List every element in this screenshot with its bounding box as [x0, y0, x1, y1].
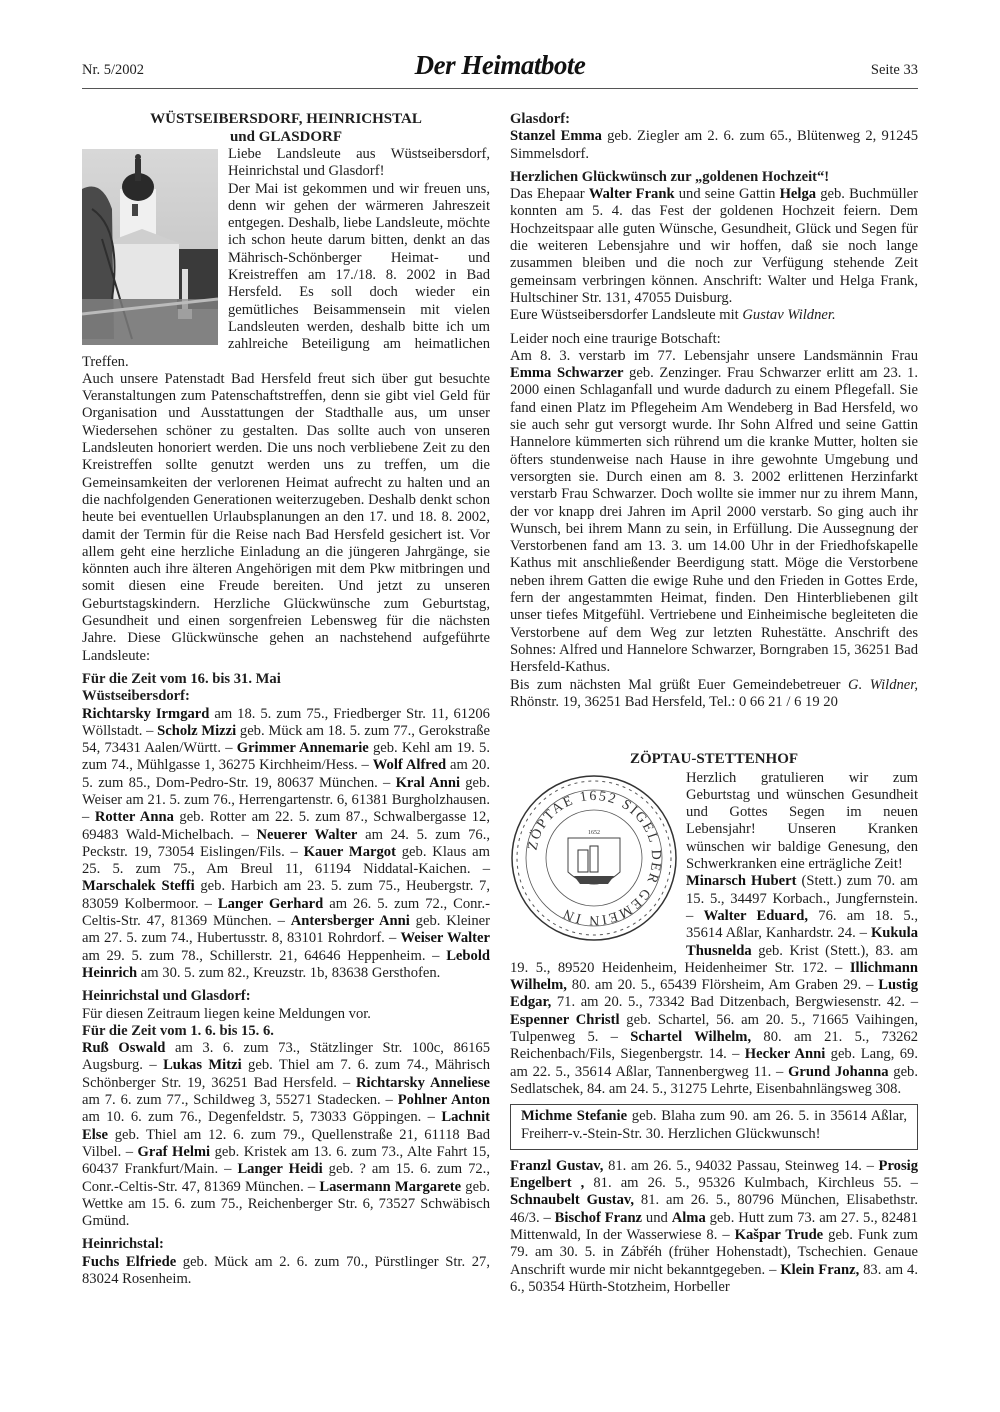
section-heading: [82, 688, 490, 705]
text-run: Leider noch eine traurige Botschaft:: [510, 330, 721, 347]
person-name: Weiser Walter: [400, 930, 490, 947]
text-run: 80. am 20. 5., 65439 Flörsheim, Am Graben 29. –: [566, 977, 879, 994]
text-run: am 18. 5. zum 75., Friedberger Str. 11, 61206 Wöllstadt. –: [82, 705, 490, 739]
paragraph: [510, 307, 918, 324]
text-run: und: [642, 1209, 672, 1226]
town-seal-image: [510, 772, 678, 944]
left-column: [82, 111, 490, 1288]
person-name: Kauer Margot: [303, 843, 396, 860]
text-run: 81. am 26. 5., 94032 Passau, Steinweg 14. –: [603, 1157, 879, 1174]
text-run: geb. Thiel am 7. 6. zum 74., Mährisch Schönberger Str. 19, 36251 Bad Hersfeld. –: [82, 1057, 491, 1091]
paragraph: [82, 1040, 490, 1230]
person-name: Klein Franz,: [780, 1261, 860, 1278]
text-run: geb. Thiel am 12. 6. zum 79., Quellenstraße 21, 61118 Bad Vilbel. –: [82, 1126, 490, 1160]
text-run: am 29. 5. zum 78., Schillerstr. 21, 64646 Heppenheim. –: [82, 947, 447, 964]
section-heading: [82, 988, 490, 1005]
text-run: geb. Mück am 18. 5. zum 77., Gerokstraße 54, 73431 Aalen/Württ. –: [82, 722, 490, 757]
text-run: Liebe Landsleute aus Wüstseibersdorf, Heinrichstal und Glasdorf!: [228, 146, 490, 180]
text-run: geb. Lang, 69. am 22. 5., 35614 Aßlar, Tannenbergweg 11. –: [510, 1046, 918, 1080]
person-name: Neuerer Walter: [256, 826, 358, 843]
text-run: am 30. 5. zum 82., Kreuzstr. 1b, 83638 Gersthofen.: [137, 964, 441, 981]
seal-year: 1652: [588, 829, 600, 836]
text-run: 83. am 4. 6., 50354 Hürth-Stotzheim, Horbeller: [510, 1261, 918, 1295]
text-run: Wüstseibersdorf:: [82, 688, 190, 705]
section-title-zoeptau: ZÖPTAU-STETTENHOF: [629, 751, 799, 768]
text-run: Bis zum nächsten Mal grüßt Euer Gemeindebetreuer: [510, 676, 849, 693]
text-run: geb. Wettke am 15. 6. zum 75., Reichenberger Str. 6, 73527 Schwäbisch Gmünd.: [82, 1178, 491, 1230]
person-name: Kašpar Trude: [734, 1227, 824, 1244]
paragraph: [510, 348, 918, 677]
text-run: Für diesen Zeitraum liegen keine Meldungen vor.: [82, 1005, 371, 1022]
paragraph: [82, 371, 490, 665]
page-number: Seite 33: [870, 62, 918, 78]
text-run: Heinrichstal:: [82, 1236, 164, 1253]
person-name: Prosig Engelbert ,: [510, 1157, 918, 1192]
text-run: 80. am 21. 5., 73262 Reichenbach/Fils, Siegenbergstr. 14. –: [510, 1029, 919, 1063]
text-run: geb. Kehl am 19. 5. zum 74., Mühlgasse 1, 36275 Kirchheim/Hess. –: [82, 740, 490, 774]
person-name: Stanzel Emma: [510, 128, 602, 145]
text-run: 71. am 20. 5., 73342 Bad Ditzenbach, Bergwiesenstr. 42. –: [551, 994, 918, 1011]
paragraph: [510, 128, 918, 163]
person-name: Antersberger Anni: [290, 913, 410, 930]
text-run: am 24. 5. zum 76., Peckstr. 19, 73054 Eislingen/Fils. –: [82, 826, 490, 860]
text-run: 81. am 26. 5., 95326 Kulmbach, Kirchleus 55. –: [584, 1175, 918, 1192]
text-run: geb. Klaus am 25. 5. zum 75., Am Breul 11, 61194 Niddatal-Kaichen. –: [82, 843, 490, 878]
person-name: Wolf Alfred: [372, 757, 447, 774]
section-heading: [82, 1023, 490, 1040]
church-photo: [82, 149, 218, 345]
person-name: Rotter Anna: [94, 809, 174, 826]
text-run: geb. Funk zum 79. am 30. 5. in Zábřéh (früher Hohenstadt), Tschechien. Genaue Anschrift wurde mir nicht bekanntgegeben. –: [510, 1227, 918, 1278]
person-name: Langer Heidi: [237, 1161, 323, 1178]
person-name: Minarsch Hubert: [686, 873, 797, 890]
text-run: Der Mai ist gekommen und wir freuen uns, denn wir gehen der wärmeren Jahreszeit entgegen. Deshalb, liebe Landsleute, möchte ich schon heute darum bitten, denkt an das Mährisch-Schönberger Heimat- und Kreistreffen am 17./18. 8. 2002 in Bad Hersfeld. Es soll doch wieder ein gemütliches Beisammensein mit vielen Landsleuten werden, deshalb bitte ich um zahlreiche Beteiligung am heimatlichen Treffen.: [82, 180, 490, 370]
right-column: [510, 111, 918, 1296]
text-run: 76. am 18. 5., 35614 Aßlar, Kanhardstr. 24. –: [686, 907, 918, 942]
person-name: Helga: [779, 186, 817, 203]
glasdorf-section: [510, 111, 918, 711]
paragraph: [82, 1006, 490, 1023]
person-name: Schnaubelt Gustav,: [510, 1192, 635, 1209]
person-name: Grund Johanna: [788, 1063, 889, 1080]
paragraph: [510, 331, 918, 348]
person-name: Lukas Mitzi: [163, 1057, 242, 1074]
person-name: Alma: [671, 1209, 706, 1226]
zoeptau-section: [510, 770, 918, 1099]
person-name: Espenner Christl: [510, 1011, 620, 1028]
highlight-box: [510, 1104, 918, 1150]
text-run: Herzlich gratulieren wir zum Geburtstag und wünschen Gesundheit und Gottes Segen im neuen Lebensjahr! Unseren Kranken wünschen wir baldige Genesung, den Schwerkranken eine erträgliche Zeit!: [686, 769, 918, 873]
text-run: geb. Kleiner am 27. 5. zum 74., Hubertusstr. 8, 83101 Rohrdorf. –: [82, 913, 490, 947]
paragraph: [510, 677, 918, 712]
person-name: Illichmann Wilhelm,: [510, 959, 918, 994]
person-name: Richtarsky Irmgard: [82, 705, 210, 722]
text-run: geb. Zenzinger. Frau Schwarzer erlitt am 23. 1. 2000 einen Schlaganfall und wurde dadurch zu einem Pflegefall. Sie fand einen Platz im Pflegeheim Am Wendeberg in Bad Hersfeld, wo sie auch sehr gut versorgt wurde. Ihr Sohn Alfred und seine Gattin Hannelore kümmerten sich rührend um die kranke Mutter, holten sie öfters stundenweise nach Hause in ihre gewohnte Umgebung und versorgten sie. Durch einen am 8. 3. 2002 erlittenen Herzinfarkt verstarb Frau Schwarzer. Doch wollte sie immer nur zu ihrem Mann, der vor knapp drei Jahren im April 2000 verstarb. So ging auch ihr Wunsch, bei ihrem Mann zu sein, in Erfüllung. Die Aussegnung der Verstorbenen fand am 13. 3. um 14.00 Uhr in der Friedhofskapelle Kathus mit anschließender Beerdigung statt. Möge die Verstorbene neben ihrem Gatten die ewige Ruhe und den Frieden in Gottes Erde, fern der angestammten Heimat, finden. Den Hinterbliebenen gilt unser tiefes Mitgefühl. Vertriebene und Einheimische begleiteten die Verstorbene auf dem Weg zur letzten Ruhestätte. Anschrift des Sohnes: Alfred und Hannelore Schwarzer, Borngraben 15, 36251 Bad Hersfeld-Kathus.: [510, 365, 918, 676]
birthday-list-continued: [510, 1158, 918, 1296]
person-name: Michme Stefanie: [521, 1108, 628, 1125]
text-run: Glasdorf:: [510, 111, 570, 127]
signature-name: Gustav Wildner.: [742, 307, 836, 324]
text-run: geb. Hutt zum 73. am 27. 5., 82481 Mittenwald, In der Wasserwiese 8. –: [510, 1209, 919, 1244]
paragraph: [521, 1108, 907, 1143]
person-name: Emma Schwarzer: [510, 365, 624, 382]
text-run: geb. Krist (Stett.), 83. am 19. 5., 89520 Heidenheim, Heidenheimer Str. 172. –: [510, 942, 918, 976]
person-name: Graf Helmi: [137, 1143, 211, 1160]
person-name: Hecker Anni: [744, 1046, 826, 1063]
text-run: geb. Mück am 2. 6. zum 70., Pürstlinger Str. 27, 83024 Rosenheim.: [82, 1253, 490, 1287]
section-heading: [510, 169, 918, 186]
text-run: Herzlichen Glückwünsch zur „goldenen Hochzeit“!: [510, 168, 830, 185]
text-run: Auch unsere Patenstadt Bad Hersfeld freut sich über gut besuchte Veranstaltungen zum Patenschaftstreffen, denn sie gibt viel Geld für Organisation und Ausstattungen der Stadthalle aus, um unser Wiedersehen schöner zu gestalten. Das sollte auch von unseren Landsleuten honoriert werden. Die uns noch verbliebene Zeit zu den Kreistreffen sollte genutzt werden uns zu treffen, um die Gemeinsamkeiten der verlorenen Heimat aufrecht zu halten und an die nachfolgenden Generationen weiterzugeben. Deshalb denkt schon heute bei eventuellen Urlaubsplanungen an den 17. und 18. 8. 2002, damit der Termin für die Reise nach Bad Hersfeld gesichert ist. Vor allem geht eine herzliche Einladung an die jüngeren Jahrgänge, sie könnten auch ihre älteren Angehörigen mit dem Pkw mitbringen und somit diesen eine Freude bereiten. Und jetzt zu unseren Geburtstagskindern. Herzliche Glückwünsche zum Geburtstag, Gesundheit und einen sorgenfreien Lebensweg für die nächsten Jahre. Diese Glückwünsche gehen an nachstehend aufgeführte Landsleute:: [82, 370, 490, 664]
text-run: 81. am 26. 5., 80796 München, Elisabethstr. 46/3. –: [510, 1192, 918, 1226]
person-name: Walter Eduard,: [703, 907, 809, 924]
signature-name: G. Wildner,: [848, 676, 918, 693]
person-name: Lebold Heinrich: [82, 947, 490, 981]
text-run: geb. Schartel, 56. am 20. 5., 71665 Vaihingen, Tulpenweg 5. –: [510, 1011, 918, 1046]
text-run: Eure Wüstseibersdorfer Landsleute mit: [510, 307, 743, 324]
text-run: Heinrichstal und Glasdorf:: [82, 988, 251, 1005]
person-name: Kral Anni: [395, 774, 461, 791]
person-name: Bischof Franz: [554, 1209, 643, 1226]
text-run: geb. ? am 15. 6. zum 72., Conr.-Celtis-Str. 47, 81369 München. –: [82, 1161, 490, 1195]
article-title-line: und GLASDORF: [229, 128, 343, 145]
person-name: Kukula Thusnelda: [686, 925, 918, 959]
paragraph: [82, 706, 490, 983]
person-name: Franzl Gustav,: [510, 1157, 604, 1174]
text-run: geb. Rotter am 22. 5. zum 87., Schwalbergasse 12, 69483 Wald-Michelbach. –: [82, 809, 490, 843]
issue-number: Nr. 5/2002: [82, 62, 145, 78]
person-name: Richtarsky Anneliese: [356, 1074, 491, 1091]
person-name: Langer Gerhard: [217, 895, 324, 912]
text-run: geb. Ziegler am 2. 6. zum 65., Blütenweg 2, 91245 Simmelsdorf.: [510, 128, 918, 162]
person-name: Schartel Wilhelm,: [630, 1029, 752, 1046]
text-run: geb. Kristek am 13. 6. zum 73., Alte Fahrt 15, 60437 Frankfurt/Main. –: [82, 1143, 491, 1178]
paragraph: [510, 1158, 918, 1296]
text-run: und seine Gattin: [674, 186, 780, 203]
text-run: geb. Blaha zum 90. am 26. 5. in 35614 Aßlar, Freiherr-v.-Stein-Str. 30. Herzlichen Glückwunsch!: [521, 1108, 907, 1142]
article-body: [82, 146, 490, 1288]
text-run: geb. Weiser am 21. 5. zum 76., Herrengartenstr. 6, 61381 Burgholzhausen. –: [82, 774, 490, 826]
person-name: Fuchs Elfriede: [82, 1253, 177, 1270]
text-run: am 10. 6. zum 76., Degenfeldstr. 5, 73033 Göppingen. –: [82, 1109, 442, 1126]
person-name: Lustig Edgar,: [510, 977, 918, 1011]
section-heading: [82, 1236, 490, 1253]
person-name: Scholz Mizzi: [157, 722, 237, 739]
person-name: Ruß Oswald: [82, 1040, 166, 1057]
header-rule: [82, 88, 918, 89]
text-run: (Stett.) zum 70. am 15. 5., 34497 Korbach., Jungfernstein. –: [686, 873, 918, 924]
section-heading: [82, 671, 490, 688]
paragraph: [510, 186, 918, 307]
section-heading: [510, 111, 918, 128]
person-name: Lasermann Margarete: [319, 1178, 462, 1195]
person-name: Walter Frank: [588, 186, 675, 203]
article-title-line: WÜSTSEIBERSDORF, HEINRICHSTAL: [150, 111, 422, 127]
person-name: Grimmer Annemarie: [236, 740, 369, 757]
text-run: am 7. 6. zum 77., Schildweg 3, 55271 Stadecken. –: [82, 1092, 398, 1109]
text-run: geb. Buchmüller konnten am 5. 4. das Fest der goldenen Hochzeit feiern. Dem Hochzeitspaar alle guten Wünsche, Gesundheit, Glück und Segen für die weiteren Lebensjahre und wir hoffen, daß sie noch lange zusammen bleiben und die noch zur Verfügung stehende Zeit gemeinsam verbringen können. Anschrift: Walter und Helga Frank, Hultschiner Str. 131, 47055 Duisburg.: [510, 186, 918, 306]
person-name: Marschalek Steffi: [82, 878, 195, 895]
text-run: Am 8. 3. verstarb im 77. Lebensjahr unsere Landsmännin Frau: [510, 347, 918, 364]
text-run: geb. Sedlatschek, 84. am 24. 5., 31275 Lehrte, Eisenbahnlängsweg 308.: [510, 1063, 918, 1097]
person-name: Pohlner Anton: [397, 1092, 490, 1109]
text-run: am 26. 5. zum 72., Conr.-Celtis-Str. 47, 81369 München. –: [82, 895, 490, 930]
text-run: Für die Zeit vom 1. 6. bis 15. 6.: [82, 1022, 274, 1039]
masthead-logo: Der Heimatbote: [414, 50, 586, 80]
text-run: am 3. 6. zum 73., Stätzlinger Str. 100c, 86165 Augsburg. –: [82, 1040, 490, 1074]
person-name: Lachnit Else: [82, 1109, 490, 1143]
seal-inscription: ZÖPTAE 1652 SIGEL DER GEMEIN IN: [525, 788, 664, 927]
text-run: am 20. 5. zum 85., Dom-Pedro-Str. 19, 80637 München. –: [82, 757, 490, 791]
article-title: [82, 111, 490, 146]
text-run: geb. Harbich am 23. 5. zum 75., Heubergstr. 7, 83059 Kolbermoor. –: [82, 878, 490, 912]
paragraph: [82, 1254, 490, 1289]
text-run: Rhönstr. 19, 36251 Bad Hersfeld, Tel.: 0 66 21 / 6 19 20: [510, 693, 838, 710]
text-run: Für die Zeit vom 16. bis 31. Mai: [82, 670, 281, 687]
text-run: Das Ehepaar: [510, 186, 589, 203]
